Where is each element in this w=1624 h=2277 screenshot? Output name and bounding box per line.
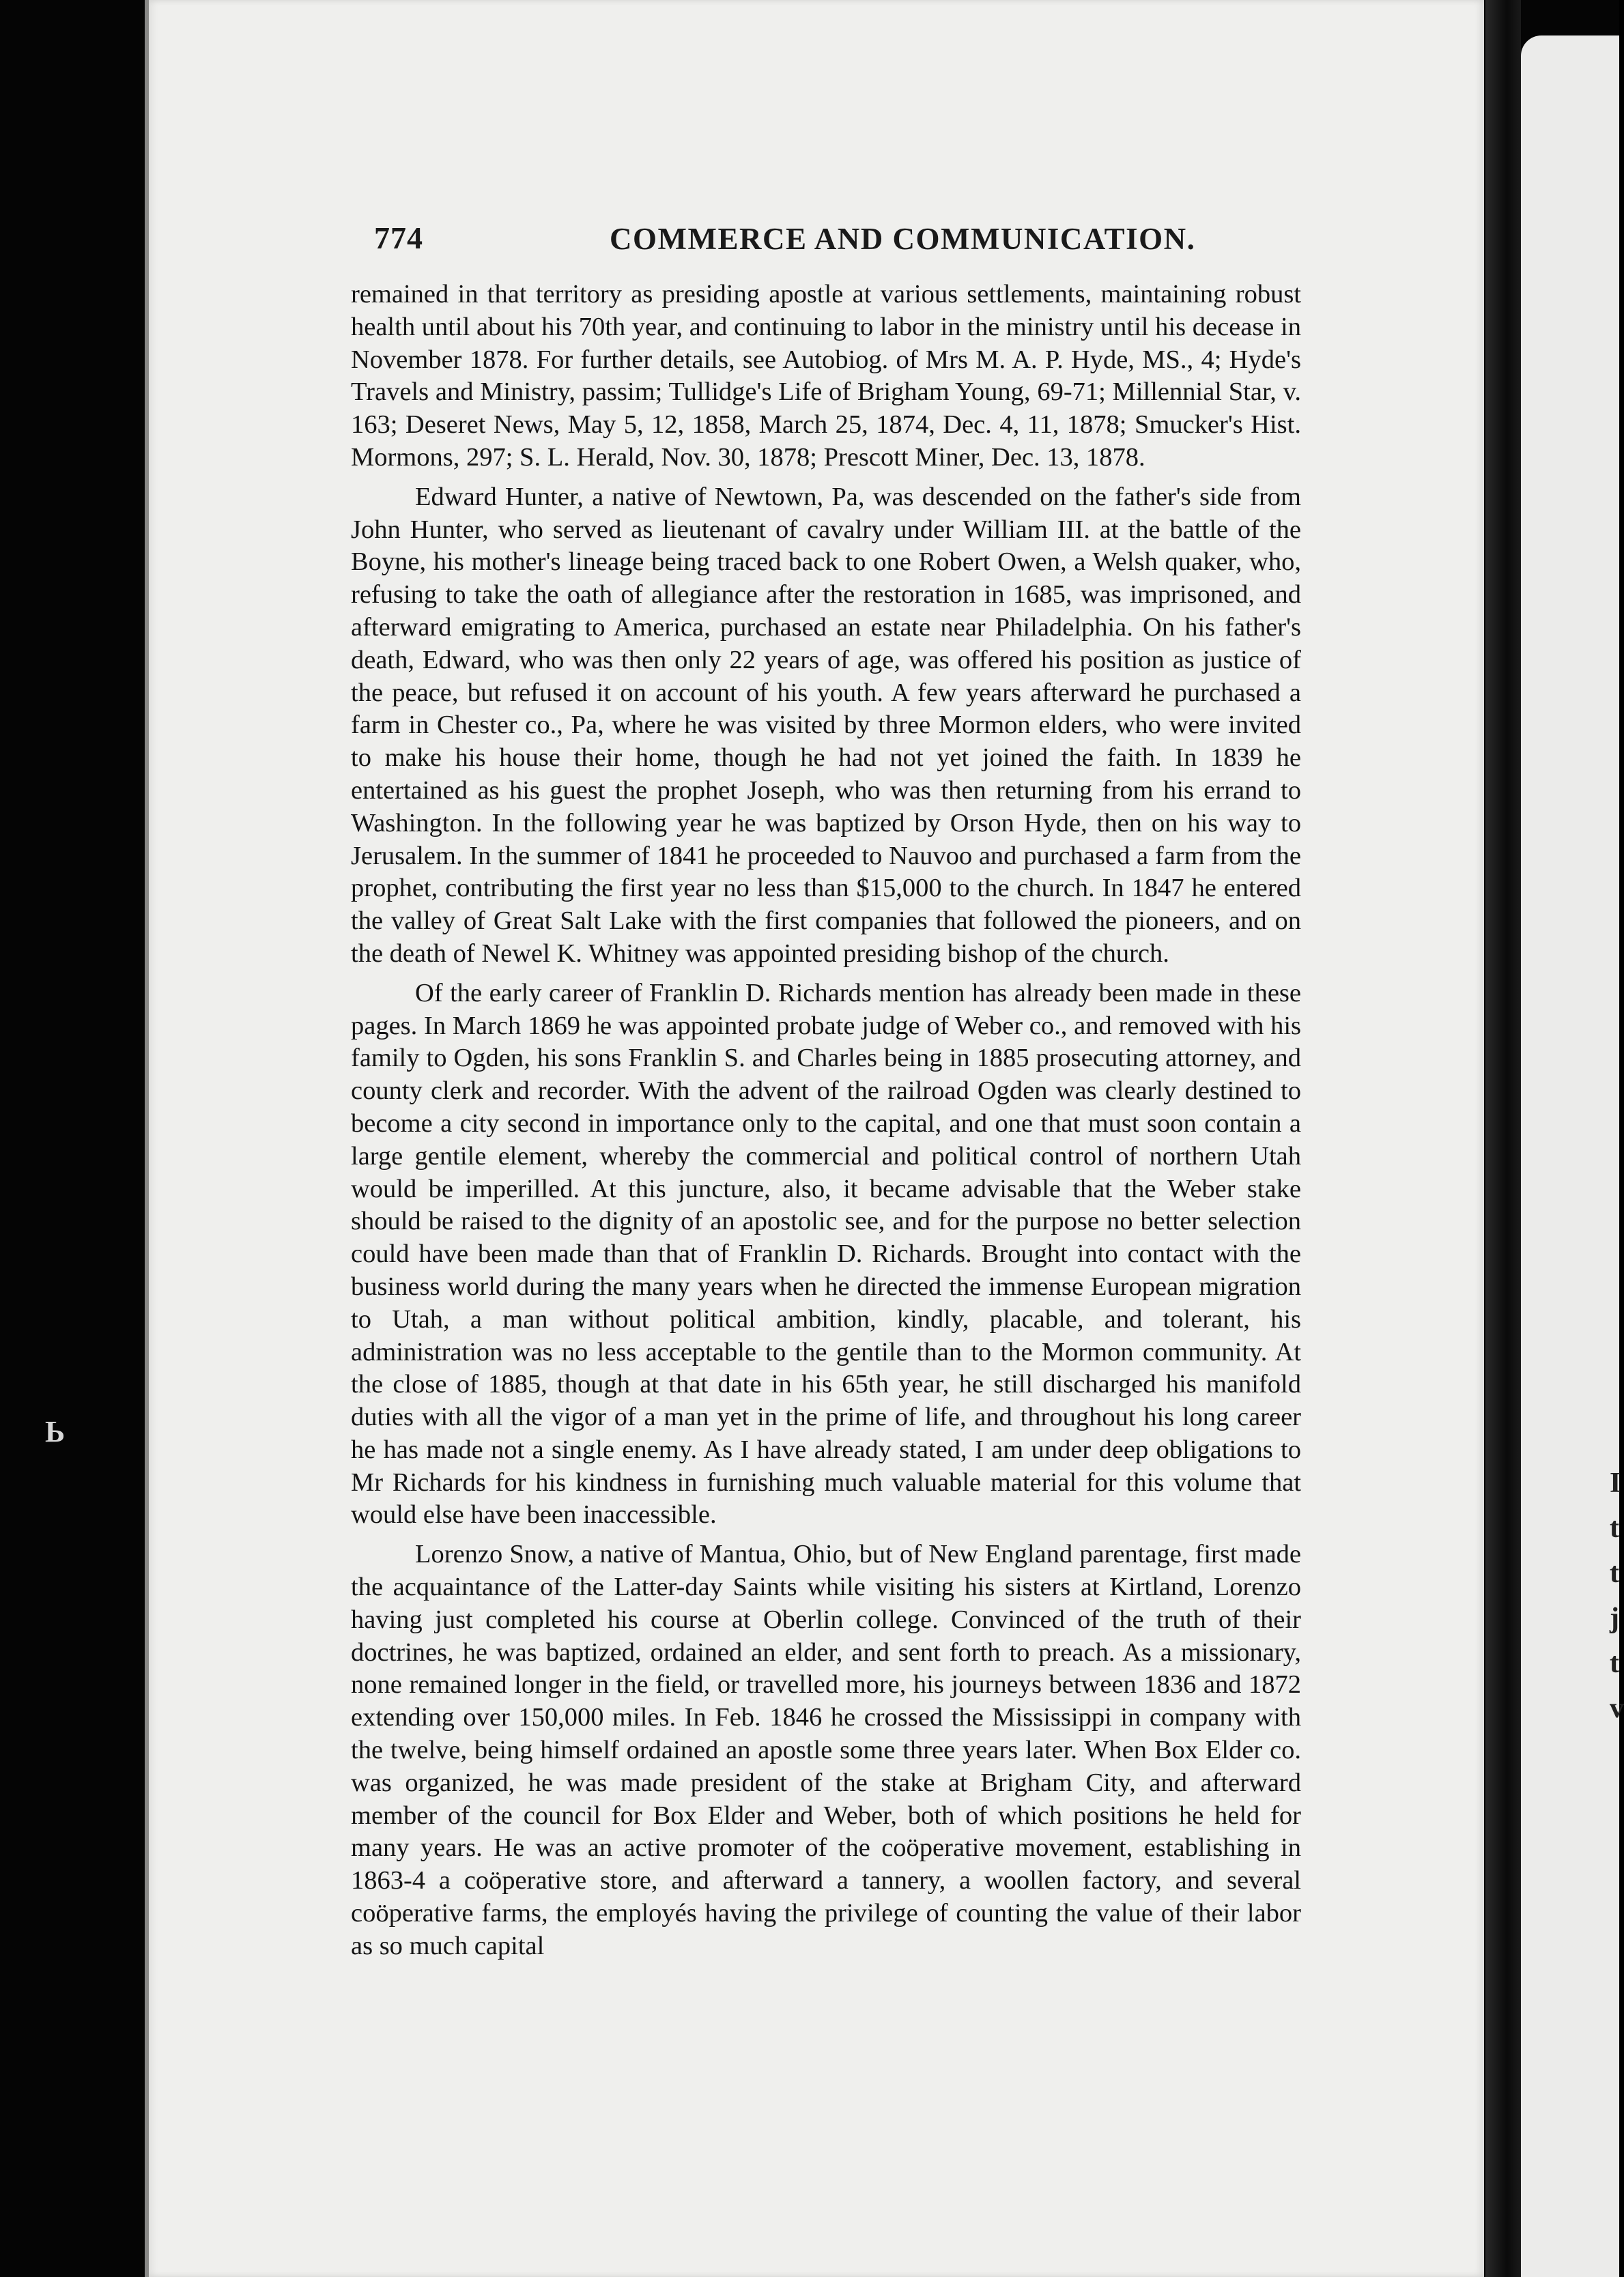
paragraph-lorenzo-snow: Lorenzo Snow, a native of Mantua, Ohio, but of New England parentage, first made the acquaintance of the Latter-day Saints while visiting his sisters at Kirtland, Lorenzo having just completed his course at Oberlin college. Convinced of the truth of their doctrines, he was baptized, ordained an elder, and sent forth to preach. As a missionary, none remained longer in the field, or travelled more, his journeys between 1836 and 1872 extending over 150,000 miles. In Feb. 1846 he crossed the Mississippi in company with the twelve, being himself ordained an apostle some three years later. When Box Elder co. was organized, he was made president of the stake at Brigham City, and afterward member of the council for Box Elder and Weber, both of which positions he held for many years. He was an active promoter of the coöperative movement, establishing in 1863-4 a coöperative store, and afterward a tannery, a woollen factory, and several coöperative farms, the employés having the privilege of counting the value of their labor as so much capital [351,1540,1301,1960]
body-text [351,278,1301,1963]
running-head: COMMERCE AND COMMUNICATION. [610,222,1196,256]
page-number: 774 [374,220,423,255]
paragraph-franklin-richards: Of the early career of Franklin D. Richards mention has already been made in these pages. In March 1869 he was appointed probate judge of Weber co., and removed with his family to Ogden, his sons Franklin S. and Charles being in 1885 prosecuting attorney, and county clerk and recorder. With the advent of the railroad Ogden was clearly destined to become a city second in importance only to the capital, and one that must soon contain a large gentile element, whereby the commercial and political control of northern Utah would be imperilled. At this juncture, also, it became advisable that the Weber stake should be raised to the dignity of an apostolic see, and for the purpose no better selection could have been made than that of Franklin D. Richards. Brought into contact with the business world during the many years when he directed the immense European migration to Utah, a man without political ambition, kindly, placable, and tolerant, his administration was no less acceptable to the gentile than to the Mormon community. At the close of 1885, though at that date in his 65th year, he still discharged his manifold duties with all the vigor of a man yet in the prime of life, and throughout his long career he has made not a single enemy. As I have already stated, I am under deep obligations to Mr Richards for his kindness in furnishing much valuable material for this volume that would else have been inaccessible. [351,978,1301,1530]
paragraph-continued: remained in that territory as presiding apostle at various settlements, maintaining robust health until about his 70th year, and continuing to labor in the ministry until his decease in November 1878. For further details, see Autobiog. of Mrs M. A. P. Hyde, MS., 4; Hyde's Travels and Ministry, passim; Tullidge's Life of Brigham Young, 69-71; Millennial Star, v. 163; Deseret News, May 5, 12, 1858, March 25, 1874, Dec. 4, 11, 1878; Smucker's Hist. Mormons, 297; S. L. Herald, Nov. 30, 1878; Prescott Miner, Dec. 13, 1878. [351,280,1301,472]
paragraph-edward-hunter: Edward Hunter, a native of Newtown, Pa, was descended on the father's side from John Hunter, who served as lieutenant of cavalry under William III. at the battle of the Boyne, his mother's lineage being traced back to one Robert Owen, a Welsh quaker, who, refusing to take the oath of allegiance after the restoration in 1685, was imprisoned, and afterward emigrating to America, purchased an estate near Philadelphia. On his father's death, Edward, who was then only 22 years of age, was offered his position as justice of the peace, but refused it on account of his youth. A few years afterward he purchased a farm in Chester co., Pa, where he was visited by three Mormon elders, who were invited to make his house their home, though he had not yet joined the faith. In 1839 he entertained as his guest the prophet Joseph, who was then returning from his errand to Washington. In the following year he was baptized by Orson Hyde, then on his way to Jerusalem. In the summer of 1841 he proceeded to Nauvoo and purchased a farm from the prophet, contributing the first year no less than $15,000 to the church. In 1847 he entered the valley of Great Salt Lake with the first companies that followed the pioneers, and on the death of Newel K. Whitney was appointed presiding bishop of the church. [351,482,1301,968]
page-header [374,220,1302,268]
gutter-shadow [1485,0,1521,2277]
adjacent-page-edge [1521,35,1624,2277]
margin-mark: Ь [45,1415,66,1448]
adjacent-page-letters: I t t j t v [1610,1467,1624,1724]
